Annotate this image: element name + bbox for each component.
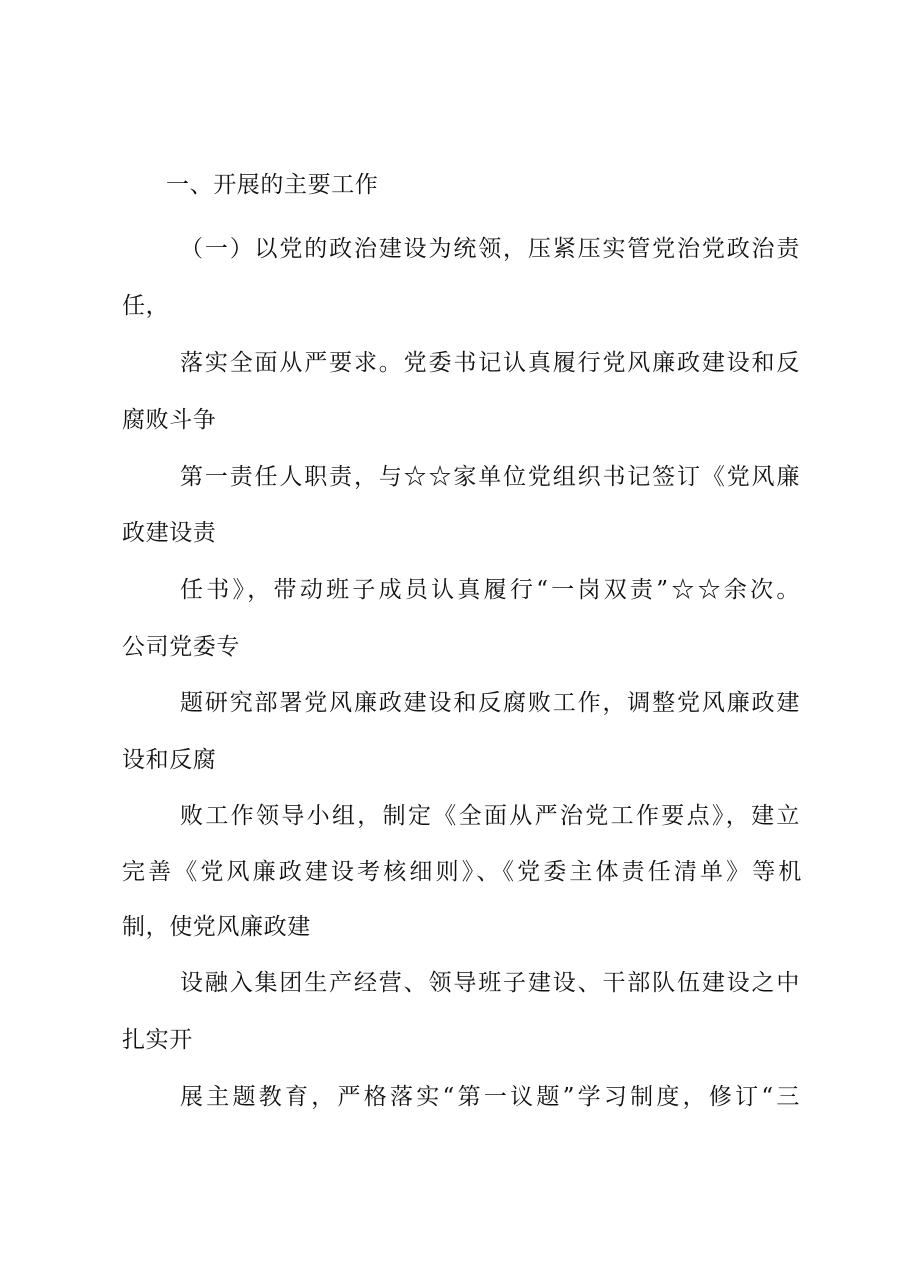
paragraph-line: （一）以党的政治建设为统领，压紧压实管党治党政治责: [180, 236, 800, 262]
paragraph-line: 落实全面从严要求。党委书记认真履行党风廉政建设和反: [180, 350, 800, 376]
paragraph-line: 任书》，带动班子成员认真履行“一岗双责”☆☆余次。: [180, 577, 800, 603]
paragraph-line: 腐败斗争: [122, 407, 217, 433]
paragraph-line: 题研究部署党风廉政建设和反腐败工作，调整党风廉政建: [180, 690, 800, 716]
paragraph-line: 展主题教育，严格落实“第一议题”学习制度，修订“三: [180, 1084, 800, 1110]
paragraph-line: 败工作领导小组，制定《全面从严治党工作要点》，建立: [180, 803, 800, 829]
paragraph-line: 第一责任人职责，与☆☆家单位党组织书记签订《党风廉: [180, 464, 800, 490]
paragraph-line: 完善《党风廉政建设考核细则》、《党委主体责任清单》等机: [122, 859, 802, 885]
paragraph-line: 设和反腐: [122, 747, 217, 773]
paragraph-line: 扎实开: [122, 1027, 193, 1053]
paragraph-line: 制，使党风廉政建: [122, 914, 311, 940]
section-heading: 一、开展的主要工作: [166, 172, 379, 198]
paragraph-line: 政建设责: [122, 520, 217, 546]
paragraph-line: 设融入集团生产经营、领导班子建设、干部队伍建设之中: [180, 970, 800, 996]
paragraph-line: 任，: [122, 293, 170, 319]
paragraph-line: 公司党委专: [122, 634, 240, 660]
